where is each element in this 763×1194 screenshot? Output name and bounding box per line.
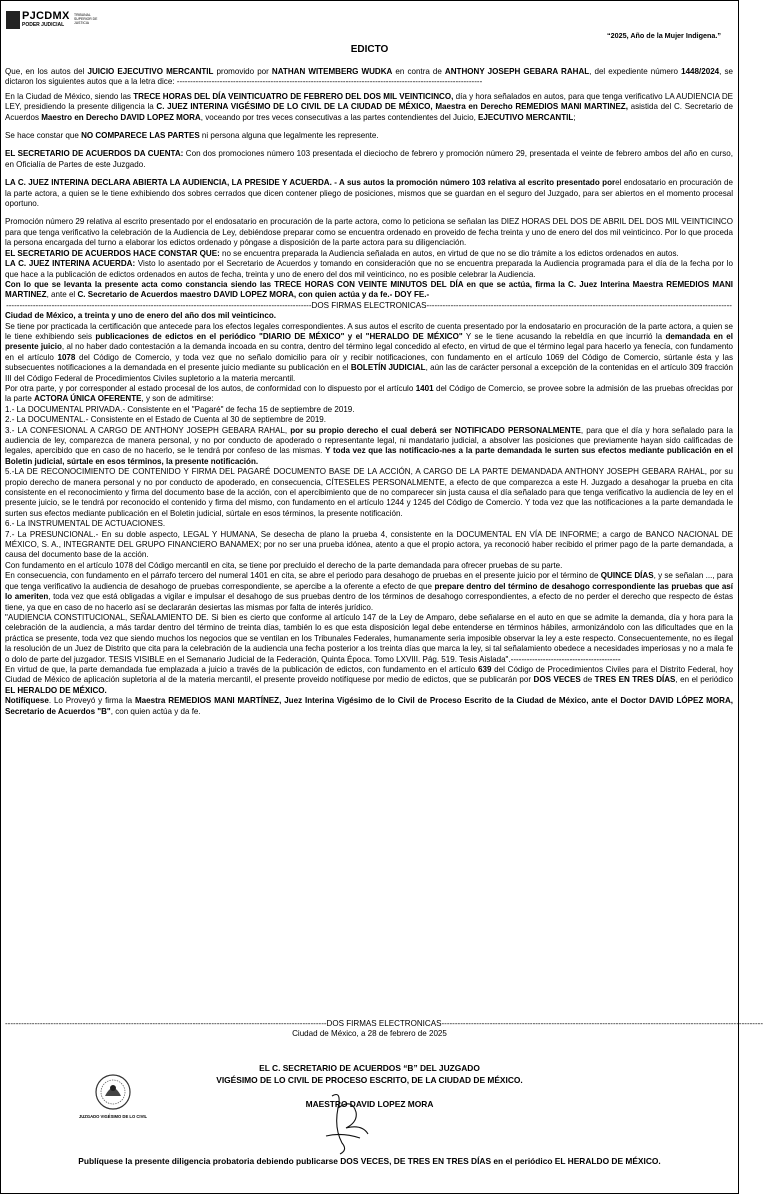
publication-notice: Publíquese la presente diligencia probatoria debiendo publicarse DOS VECES, DE TRES EN TRES DÍAS en el periódico EL HERALDO DE MÉXICO. [78,1156,661,1166]
signer-name: MAESTRO DAVID LOPEZ MORA [305,1099,434,1109]
paragraph: EL SECRETARIO DE ACUERDOS DA CUENTA: Con dos promociones número 103 presentada el dieciocho de febrero y promoción número 29, presentada el veinte de febrero ambos del año en curso, en Oficialía de Partes de este Juzgado. [5,149,733,169]
document-body [5,67,733,717]
signature-rule: ------------------------------------------------------------------------------------------------------------------DOS FIRMAS ELECTRONICAS------------------------------------------------------------------------------------------------------------------ [6,300,732,310]
logo-subtext: PODER JUDICIAL [22,22,65,28]
handwritten-signature-icon [312,1088,382,1158]
paragraph: Con lo que se levanta la presente acta como constancia siendo las TRECE HORAS CON VEINTE MINUTOS DEL DÍA en que se actúa, firma la C. Juez Interina Maestra REMEDIOS MANI MARTINEZ, ante el C. Secretario de Acuerdos maestro DAVID LOPEZ MORA, con quien actúa y da fe.- DOY FE.- [5,279,733,300]
document-title: EDICTO [350,44,389,55]
paragraph: 3.- LA CONFESIONAL A CARGO DE ANTHONY JOSEPH GEBARA RAHAL, por su propio derecho el cual deberá ser NOTIFICADO PERSONALMENTE, para que el día y hora señalado para la audiencia de ley, comparezca de manera personal, y no por conducto de apoderado o representante legal, ni mandatario judicial, a absolver las posiciones que previamente hayan sido calificadas de legales, apercibido que en caso de no hacerlo, se le tendrá por confeso de las mismas. Y toda vez que las notificacio-nes a la parte demandada le surten sus efectos mediante publicación en el Boletin judicial, súrtale en esos términos, la presente notificación. [5,425,734,466]
paragraph: 5.-LA DE RECONOCIMIENTO DE CONTENIDO Y FIRMA DEL PAGARÉ DOCUMENTO BASE DE LA ACCIÓN, A CARGO DE LA PARTE DEMANDADA ANTHONY JOSEPH GEBARA RAHAL, por su propio derecho de manera personal y no por conducto de apoderado, en consecuencia, CÍTESELES PERSONALMENTE, a efecto de que comparezca a este H. Juzgado a desahogar la prueba en cita consistente en el reconocimiento y firma del documento base de la acción, con el apercibimiento que de no comparecer sin justa causa el día señalado para que tenga verificativo la audiencia de ley en el presente juicio, se le tendrá por reconocido el contenido y firma del mismo, con fundamento en el artículo 1244 y 1245 del Código de Comercio. Y toda vez que las notificaciones a la parte demandada le surten sus efectos mediante publicación en el Boletin judicial, súrtale en esos términos, la presente notificación. [5,467,733,518]
seal-text: JUZGADO VIGÉSIMO DE LO CIVIL [78,1114,148,1119]
paragraph: Que, en los autos del JUICIO EJECUTIVO MERCANTIL promovido por NATHAN WITEMBERG WUDKA en contra de ANTHONY JOSEPH GEBARA RAHAL, del expediente número 1448/2024, se dictaron los siguientes autos que a la letra dice: ------------------------------------------------------------------------------------------------------------------ [5,67,733,87]
paragraph: Promoción número 29 relativa al escrito presentado por el endosatario en procuración de la parte actora, como lo peticiona se señalan las DIEZ HORAS DEL DOS DE ABRIL DEL DOS MIL VEINTICINCO para que tenga verificativo la celebración de la Audiencia de Ley, debiéndose preparar como se encuentra ordenado en proveido de fecha treinta y uno de enero del dos mil veinticinco. Por lo que proceda la persona encargada del turno a elaborar los edictos ordenado y póngase a disposición de la parte actora para su diligenciación. [5,217,733,248]
paragraph: 2.- La DOCUMENTAL.- Consistente en el Estado de Cuenta al 30 de septiembre de 2019. [5,415,327,425]
closing-date: Ciudad de México, a 28 de febrero de 2025 [292,1029,447,1039]
signature-rule: ------------------------------------------------------------------------------------------------------------------------DOS FIRMAS ELECTRONICAS------------------------------------------------------------------------------------------------------------------------ [5,1019,763,1028]
paragraph: 6.- La INSTRUMENTAL DE ACTUACIONES. [5,519,166,529]
signer-title-line-1: EL C. SECRETARIO DE ACUERDOS “B” DEL JUZGADO [259,1063,480,1073]
paragraph: LA C. JUEZ INTERINA ACUERDA: Visto lo asentado por el Secretario de Acuerdos y tomando en consideración que no se encuentra preparada la Audiencia programada para el día de la fecha por lo que hace a la publicación de edictos ordenados en autos de fecha, treinta y uno de enero del dos mil veinticinco, no es posible celebrar la Audiencia. [5,259,733,279]
logo-mark-icon [6,11,20,29]
paragraph: En virtud de que, la parte demandada fue emplazada a juicio a través de la publicación de edictos, con fundamento en el artículo 639 del Código de Procedimientos Civiles para el Distrito Federal, hoy Ciudad de México de aplicación supletoria al de la materia mercantil, el presente proveido notifíquese por medio de edictos, que se publicarán por DOS VECES de TRES EN TRES DÍAS, en el periódico EL HERALDO DE MÉXICO. [5,664,733,695]
pjcdmx-logo [6,10,100,32]
logo-side-text: TRIBUNAL SUPERIOR DE JUSTICIA [74,13,98,25]
paragraph: 1.- La DOCUMENTAL PRIVADA.- Consistente en el "Pagaré" de fecha 15 de septiembre de 2019. [5,404,355,414]
paragraph: LA C. JUEZ INTERINA DECLARA ABIERTA LA AUDIENCIA, LA PRESIDE Y ACUERDA. - A sus autos la promoción número 103 relativa al escrito presentado porel endosatario en procuración de la parte actora, a quien se le tiene exhibiendo dos sobres cerrados que dicen contener pliego de posiciones, mismos que se guardan en el seguro del Juzgado, para ser abiertos en el momento procesal oportuno. [5,178,733,209]
year-motto: “2025, Año de la Mujer Indigena.” [607,31,721,40]
paragraph: Por otra parte, y por corresponder al estado procesal de los autos, de conformidad con lo dispuesto por el artículo 1401 del Código de Comercio, se provee sobre la admisión de las pruebas ofrecidas por la parte ACTORA ÚNICA OFERENTE, y son de admitirse: [5,383,733,404]
paragraph: Se hace constar que NO COMPARECE LAS PARTES ni persona alguna que legalmente les represente. [5,131,379,141]
paragraph: Con fundamento en el artículo 1078 del Código mercantil en cita, se tiene por precluido el derecho de la parte demandada para ofrecer pruebas de su parte. [5,560,563,570]
paragraph: Ciudad de México, a treinta y uno de enero del año dos mil veinticinco. [5,311,276,321]
logo-text: PJCDMX [22,10,70,22]
signer-title-line-2: VIGÉSIMO DE LO CIVIL DE PROCESO ESCRITO, DE LA CIUDAD DE MÉXICO. [216,1075,523,1085]
paragraph: 7.- La PRESUNCIONAL.- En su doble aspecto, LEGAL Y HUMANA, Se desecha de plano la prueba 4, consistente en la DOCUMENTAL EN VÍA DE INFORME; a cargo de BANCO NACIONAL DE MÉXICO, S. A., INTEGRANTE DEL GRUPO FINANCIERO BANAMEX; por no ser una prueba idónea, atento a que el propio actora, ya reconoció haber recibido el primer pago de la parte demandada, a causa del documento base de la acción. [5,529,733,560]
paragraph: Notifíquese. Lo Proveyó y firma la Maestra REMEDIOS MANI MARTÍNEZ, Juez Interina Vigésimo de lo Civil de Proceso Escrito de la Ciudad de México, ante el Doctor DAVID LÓPEZ MORA, Secretario de Acuerdos "B", con quien actúa y da fe. [5,696,733,716]
paragraph: EL SECRETARIO DE ACUERDOS HACE CONSTAR QUE: no se encuentra preparada la Audiencia señalada en autos, en virtud de que no se dio trámite a los edictos ordenados en autos. [5,248,679,258]
footer [0,1019,763,1040]
paragraph: En consecuencia, con fundamento en el párrafo tercero del numeral 1401 en cita, se abre el periodo para desahogo de pruebas en el presente juicio por el término de QUINCE DÍAS, y se señalan ..., para que tenga verificativo la audiencia de desahogo de pruebas correspondiente, se apercibe a la oferente a efecto de que prepare dentro del término de desahogo correspondiente las pruebas que así lo ameriten, toda vez que está obligadas a vigilar e impulsar el desahogo de sus pruebas dentro de los términos de desahogo correspondientes, a efecto de no perder el derecho que respecto de éstas tiene, ya que en caso de no hacerlo así se declararán desiertas las mismas por falta de interés jurídico. [5,571,733,612]
paragraph: Se tiene por practicada la certificación que antecede para los efectos legales correspondientes. A sus autos el escrito de cuenta presentado por la endosatario en procuración de la parte actora, a quien se le tiene exhibiendo seis publicaciones de edictos en el periódico "DIARIO DE MÉXICO" y el "HERALDO DE MÉXICO" Y se le tiene acusando la rebeldía en que incurrió la demandada en el presente juicio, al no haber dado contestación a la demanda incoada en su contra, dentro del término legal concedido al efecto, en virtud de que el término legal para hacerlo ya fenecía, con fundamento en el artículo 1078 del Código de Comercio, y toda vez que no señalo domicilio para oír y recibir notificaciones, con fundamento en el artículo 1069 del Código de Comercio, súrtanle ésta y las subsecuentes notificaciones a la demandada en el presente juicio mediante su publicación en el BOLETÍN JUDICIAL, aún las de carácter personal a excepción de la contenidas en el artículo 309 fracción III del Código Federal de Procedimientos Civiles supletorio a la materia mercantil. [5,321,734,383]
paragraph: En la Ciudad de México, siendo las TRECE HORAS DEL DÍA VEINTICUATRO DE FEBRERO DEL DOS MIL VEINTICINCO, día y hora señalados en autos, para que tenga verificativo LA AUDIENCIA DE LEY, presidiendo la presente diligencia la C. JUEZ INTERINA VIGÉSIMO DE LO CIVIL DE LA CIUDAD DE MÉXICO, Maestra en Derecho REMEDIOS MANI MARTINEZ, asistida del C. Secretario de Acuerdos Maestro en Derecho DAVID LOPEZ MORA, voceando por tres veces consecutivas a las partes contendientes del Juicio, EJECUTIVO MERCANTIL; [5,91,733,122]
paragraph: "AUDIENCIA CONSTITUCIONAL, SEÑALAMIENTO DE. Si bien es cierto que conforme al artículo 147 de la Ley de Amparo, debe señalarse en el auto en que se admite la demanda, día y hora para la celebración de la audiencia, a más tardar dentro del término de treinta días, también lo es que esta disposición legal debe entenderse en términos hábiles, armonizándolo con las dificultades que en la práctica se presente, toda vez que siendo muchos los negocios que se ventilan en los Tribunales Federales, humanamente seria imposible observar la ley a este respecto. Consecuentemente, no es ilegal la resolución de un Juez de Distrito que cita para la celebración de la audiencia una fecha posterior a los treinta días que marca la ley, si tal señalamiento obedece a necesidades imperiosas y no a mala fe o dolo de parte del juzgador. TESIS VISIBLE en el Semanario Judicial de la Federación, Quinta Época. Tomo LXVIII. Pág. 519. Tesis Aislada".----------------------------------------- [5,612,733,664]
